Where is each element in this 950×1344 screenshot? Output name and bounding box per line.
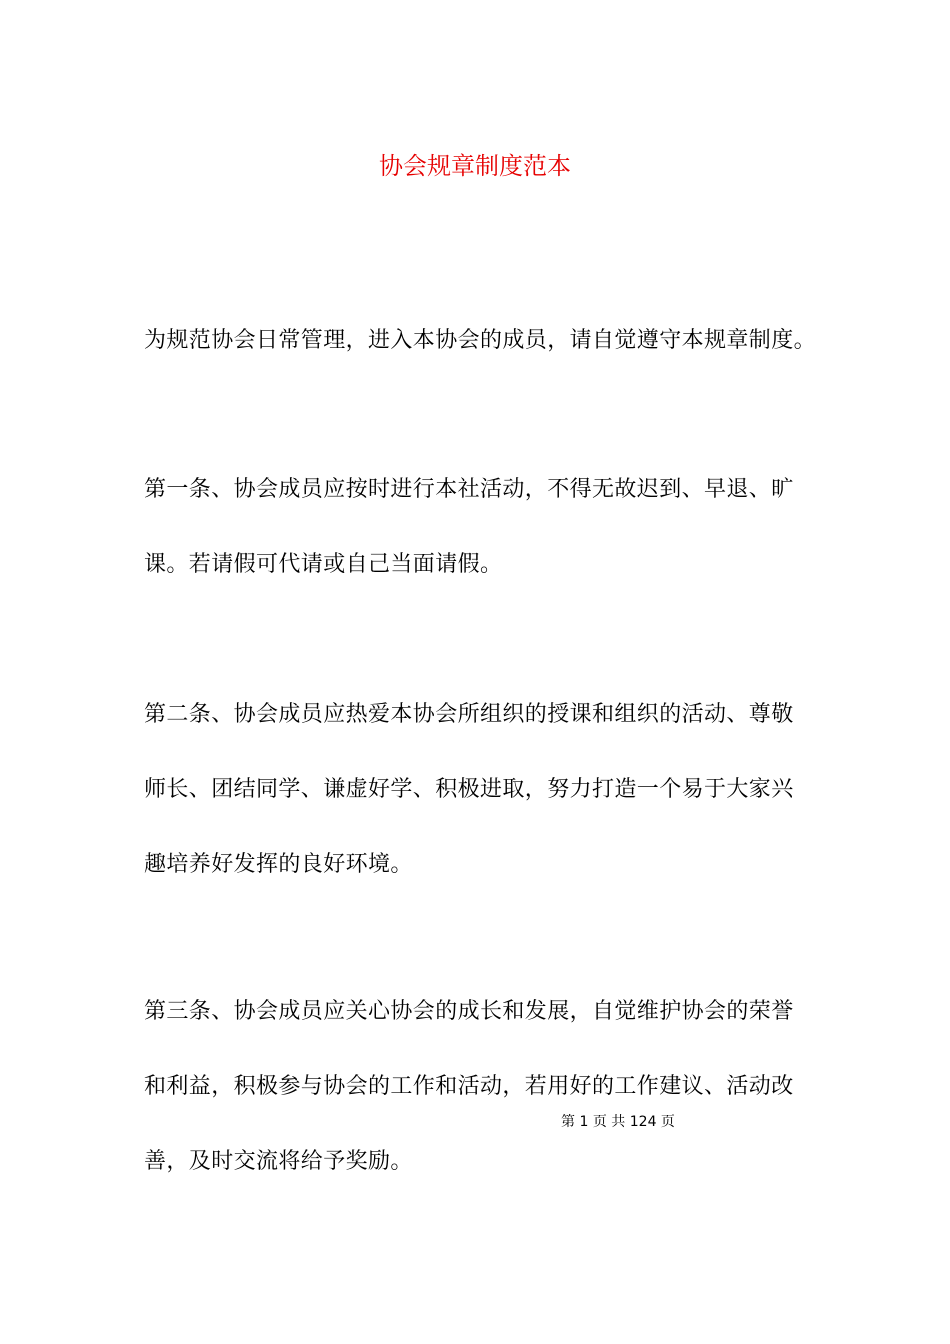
article-3-line-2: 和利益，积极参与协会的工作和活动，若用好的工作建议、活动改 xyxy=(144,1074,794,1099)
page-title: 协会规章制度范本 xyxy=(379,152,571,181)
intro-line: 为规范协会日常管理，进入本协会的成员，请自觉遵守本规章制度。 xyxy=(144,328,817,353)
intro-paragraph xyxy=(144,325,817,400)
page-number-footer: 第 1 页 共 124 页 xyxy=(561,1114,675,1130)
article-1-line-1: 第一条、协会成员应按时进行本社活动，不得无故迟到、早退、旷 xyxy=(144,477,794,502)
article-3-line-1: 第三条、协会成员应关心协会的成长和发展，自觉维护协会的荣誉 xyxy=(144,999,794,1024)
article-2 xyxy=(144,699,809,924)
article-2-line-1: 第二条、协会成员应热爱本协会所组织的授课和组织的活动、尊敬 xyxy=(144,702,794,727)
article-3-line-3: 善，及时交流将给予奖励。 xyxy=(144,1149,413,1174)
article-1 xyxy=(144,474,809,624)
article-2-line-3: 趣培养好发挥的良好环境。 xyxy=(144,852,413,877)
article-3 xyxy=(144,996,809,1221)
article-2-line-2: 师长、团结同学、谦虚好学、积极进取，努力打造一个易于大家兴 xyxy=(144,777,794,802)
article-1-line-2: 课。若请假可代请或自己当面请假。 xyxy=(144,552,503,577)
